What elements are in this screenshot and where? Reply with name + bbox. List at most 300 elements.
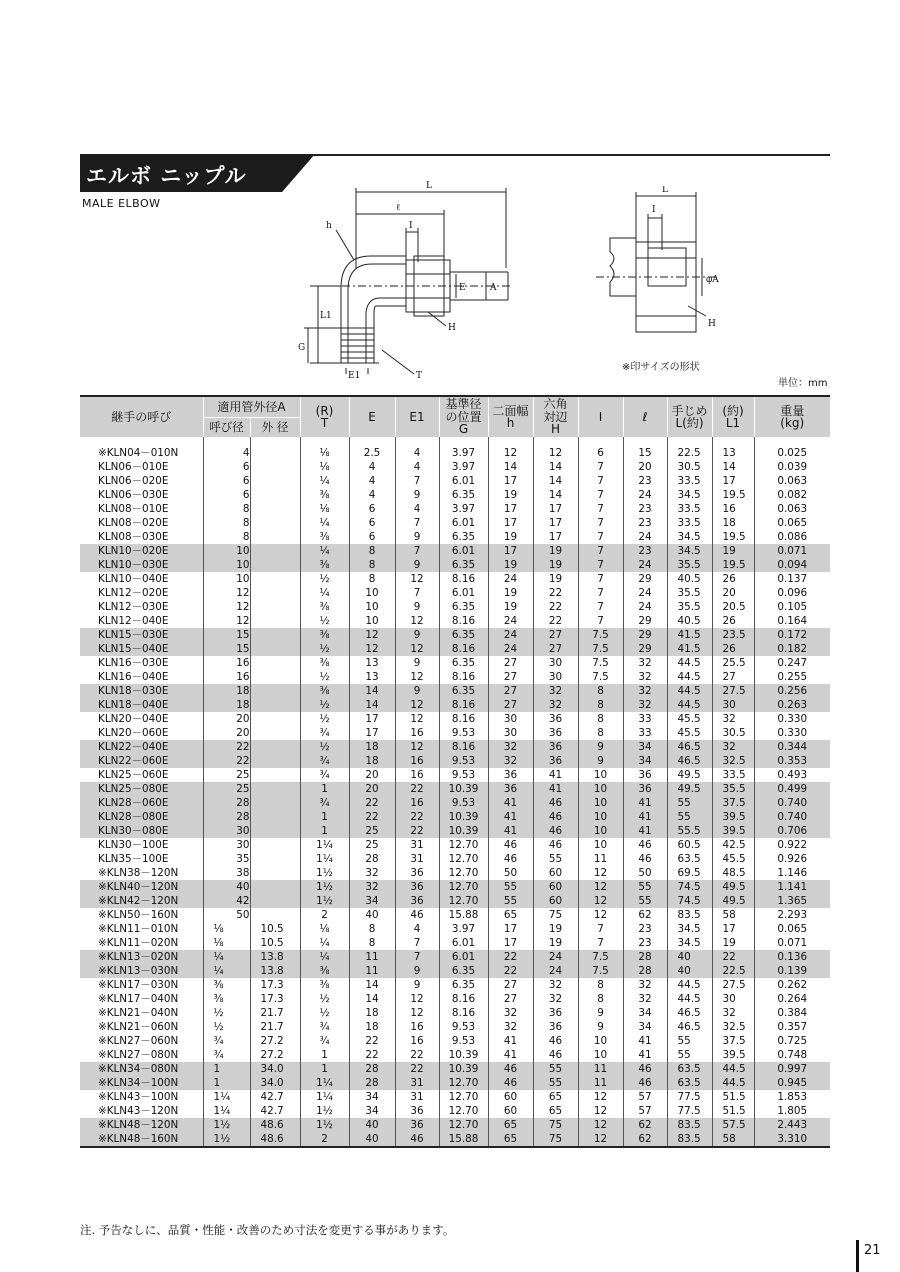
cell-value: [250, 908, 300, 922]
cell-value: 6: [203, 460, 250, 474]
cell-value: 42.7: [250, 1104, 300, 1118]
cell-value: 31: [395, 838, 439, 852]
cell-value: 60: [533, 880, 578, 894]
cell-value: 12.70: [439, 838, 488, 852]
col-header-i: I: [578, 396, 623, 437]
cell-value: ¾: [300, 768, 349, 782]
table-row: [80, 1062, 830, 1076]
cell-value: ⅜: [300, 530, 349, 544]
cell-value: 0.262: [754, 978, 830, 992]
cell-value: 65: [533, 1104, 578, 1118]
cell-value: 12.70: [439, 1104, 488, 1118]
cell-value: 62: [623, 1132, 667, 1147]
cell-value: 0.725: [754, 1034, 830, 1048]
cell-value: 40: [203, 880, 250, 894]
cell-value: 14: [533, 474, 578, 488]
cell-value: 27.5: [712, 978, 754, 992]
cell-value: 27: [488, 670, 533, 684]
cell-value: 83.5: [667, 1132, 712, 1147]
cell-value: 57.5: [712, 1118, 754, 1132]
cell-value: 46: [623, 852, 667, 866]
cell-value: 60: [488, 1090, 533, 1104]
cell-value: 32: [623, 656, 667, 670]
cell-value: 40.5: [667, 572, 712, 586]
cell-part-name: ※KLN11－020N: [98, 936, 179, 949]
col-header-l: ℓ: [623, 396, 667, 437]
cell-value: ½: [300, 712, 349, 726]
nut-dim-phiA-label: φA: [706, 275, 719, 285]
cell-value: 55: [667, 796, 712, 810]
cell-value: [250, 866, 300, 880]
cell-value: 24: [488, 614, 533, 628]
col-header-name: 継手の呼び: [80, 396, 203, 437]
cell-value: 3.310: [754, 1132, 830, 1147]
cell-value: 16: [712, 502, 754, 516]
cell-value: 40: [667, 964, 712, 978]
cell-value: 36: [395, 894, 439, 908]
cell-value: [250, 684, 300, 698]
cell-value: 69.5: [667, 866, 712, 880]
cell-value: 22: [533, 600, 578, 614]
cell-value: 40: [349, 1118, 395, 1132]
table-row: [80, 712, 830, 726]
dim-E1-label: E1: [348, 371, 361, 378]
cell-part-name: ※KLN13－030N: [80, 964, 203, 978]
cell-value: 2.293: [754, 908, 830, 922]
cell-value: 32: [623, 670, 667, 684]
cell-value: 0.139: [754, 964, 830, 978]
cell-value: ¼: [203, 950, 250, 964]
table-row: [80, 964, 830, 978]
cell-part-name: ※KLN43－120N: [98, 1104, 179, 1117]
cell-value: ⅜: [203, 978, 250, 992]
cell-value: 12.70: [439, 1090, 488, 1104]
cell-value: 0.740: [754, 810, 830, 824]
table-row: [80, 740, 830, 754]
cell-value: 12: [578, 880, 623, 894]
cell-value: 77.5: [667, 1090, 712, 1104]
cell-value: 41: [488, 810, 533, 824]
cell-value: 7: [578, 558, 623, 572]
table-row: [80, 796, 830, 810]
cell-value: 17.3: [250, 978, 300, 992]
cell-value: 55: [533, 852, 578, 866]
cell-value: 63.5: [667, 1076, 712, 1090]
cell-value: 34: [349, 894, 395, 908]
cell-value: 8: [349, 558, 395, 572]
cell-value: 35.5: [667, 586, 712, 600]
cell-value: 17: [488, 936, 533, 950]
table-row: [80, 1076, 830, 1090]
cell-value: 12: [578, 908, 623, 922]
cell-value: 0.065: [754, 516, 830, 530]
cell-value: 1: [300, 824, 349, 838]
cell-value: 44.5: [667, 698, 712, 712]
cell-value: 9: [395, 558, 439, 572]
cell-value: [250, 880, 300, 894]
cell-value: 6.01: [439, 936, 488, 950]
cell-value: 16: [395, 754, 439, 768]
cell-value: 19: [533, 922, 578, 936]
cell-value: 83.5: [667, 1118, 712, 1132]
table-row: [80, 1118, 830, 1132]
cell-value: 1¼: [203, 1104, 250, 1118]
table-row: [80, 768, 830, 782]
cell-value: 41: [623, 1034, 667, 1048]
cell-value: 24: [623, 586, 667, 600]
cell-value: 10: [578, 1034, 623, 1048]
cell-value: 0.255: [754, 670, 830, 684]
cell-value: 41: [488, 1048, 533, 1062]
cell-value: 22: [395, 810, 439, 824]
table-row: [80, 754, 830, 768]
cell-value: [250, 754, 300, 768]
table-row: [80, 1048, 830, 1062]
cell-value: 0.384: [754, 1006, 830, 1020]
cell-value: 75: [533, 1132, 578, 1147]
dim-H-label: H: [448, 323, 456, 333]
cell-value: 1.141: [754, 880, 830, 894]
cell-value: 55: [667, 1034, 712, 1048]
cell-value: 7: [578, 544, 623, 558]
cell-value: 7: [395, 544, 439, 558]
cell-value: 0.105: [754, 600, 830, 614]
cell-value: [250, 656, 300, 670]
cell-value: 55: [667, 810, 712, 824]
cell-value: 13: [712, 446, 754, 460]
cell-value: 17: [488, 922, 533, 936]
cell-value: 26: [712, 614, 754, 628]
cell-value: 0.264: [754, 992, 830, 1006]
cell-value: 12: [395, 740, 439, 754]
cell-value: 32: [488, 1020, 533, 1034]
cell-value: 6: [349, 530, 395, 544]
cell-value: ⅜: [300, 964, 349, 978]
cell-value: 58: [712, 1132, 754, 1147]
cell-value: ¾: [203, 1034, 250, 1048]
cell-value: 22: [349, 1048, 395, 1062]
cell-value: 55: [488, 880, 533, 894]
cell-value: 22: [203, 740, 250, 754]
cell-value: 65: [488, 1118, 533, 1132]
footnote: 注. 予告なしに、品質・性能・改善のため寸法を変更する事があります。: [80, 1223, 455, 1237]
cell-value: ¼: [300, 544, 349, 558]
table-row: [80, 544, 830, 558]
cell-value: 4: [349, 460, 395, 474]
cell-value: 41: [623, 824, 667, 838]
cell-value: 9.53: [439, 768, 488, 782]
cell-value: 55: [488, 894, 533, 908]
cell-value: 32: [623, 698, 667, 712]
cell-value: [250, 852, 300, 866]
cell-value: 9: [395, 628, 439, 642]
cell-value: ⅛: [300, 460, 349, 474]
cell-value: 4: [395, 446, 439, 460]
cell-value: 6.01: [439, 950, 488, 964]
cell-value: 40: [349, 908, 395, 922]
cell-value: 17.3: [250, 992, 300, 1006]
cell-value: 14: [533, 460, 578, 474]
cell-value: 46: [488, 1076, 533, 1090]
cell-value: ⅛: [300, 502, 349, 516]
cell-value: 44.5: [712, 1062, 754, 1076]
cell-value: 12: [203, 614, 250, 628]
cell-value: 19: [533, 936, 578, 950]
cell-value: 42.7: [250, 1090, 300, 1104]
cell-value: 19: [488, 488, 533, 502]
cell-value: [250, 642, 300, 656]
table-row: [80, 950, 830, 964]
cell-value: 3.97: [439, 460, 488, 474]
cell-value: 20: [623, 460, 667, 474]
cell-value: 12.70: [439, 880, 488, 894]
cell-part-name: KLN08－010E: [98, 502, 169, 515]
cell-value: 12: [395, 698, 439, 712]
cell-value: 9: [578, 1006, 623, 1020]
cell-value: ⅜: [300, 488, 349, 502]
cell-value: 6.01: [439, 544, 488, 558]
cell-value: 55: [623, 894, 667, 908]
cell-value: 1¼: [300, 838, 349, 852]
cell-value: 1.146: [754, 866, 830, 880]
cell-value: [250, 838, 300, 852]
cell-value: 0.164: [754, 614, 830, 628]
cell-value: 1½: [300, 894, 349, 908]
cell-value: 9.53: [439, 796, 488, 810]
cell-value: 34.0: [250, 1062, 300, 1076]
cell-value: 18: [203, 684, 250, 698]
cell-value: ¼: [300, 936, 349, 950]
table-row: [80, 1020, 830, 1034]
cell-value: 36: [533, 754, 578, 768]
cell-value: 13: [349, 670, 395, 684]
cell-value: 44.5: [667, 656, 712, 670]
cell-value: 22: [712, 950, 754, 964]
cell-value: 31: [395, 1076, 439, 1090]
cell-value: 32: [533, 698, 578, 712]
cell-value: 36: [533, 726, 578, 740]
cell-value: ¾: [203, 1048, 250, 1062]
cell-value: 27.2: [250, 1048, 300, 1062]
dim-h-label: h: [326, 221, 332, 231]
table-spacer-row: [80, 437, 830, 446]
cell-value: ⅜: [300, 656, 349, 670]
cell-value: 37.5: [712, 796, 754, 810]
cell-value: 49.5: [667, 768, 712, 782]
col-header-lj: 手じめ L(約): [667, 396, 712, 437]
cell-value: 25: [203, 768, 250, 782]
cell-value: 2: [300, 908, 349, 922]
cell-value: 40: [349, 1132, 395, 1147]
cell-value: 4: [203, 446, 250, 460]
cell-value: 8: [349, 572, 395, 586]
cell-value: 12: [578, 1104, 623, 1118]
cell-value: 34: [623, 754, 667, 768]
cell-value: 16: [203, 670, 250, 684]
table-row: [80, 922, 830, 936]
cell-value: 34: [623, 1006, 667, 1020]
cell-value: 27.5: [712, 684, 754, 698]
cell-value: 63.5: [667, 1062, 712, 1076]
cell-value: 16: [395, 1020, 439, 1034]
cell-value: 12: [395, 670, 439, 684]
table-row: [80, 824, 830, 838]
cell-part-name: KLN06－010E: [98, 460, 169, 473]
cell-part-name: KLN28－080E: [80, 810, 203, 824]
cell-value: 12: [578, 1132, 623, 1147]
cell-value: ½: [300, 698, 349, 712]
cell-value: 9.53: [439, 726, 488, 740]
cell-value: 12: [578, 894, 623, 908]
cell-value: 7: [578, 586, 623, 600]
cell-value: 33.5: [667, 474, 712, 488]
cell-value: 0.330: [754, 712, 830, 726]
cell-value: 33.5: [667, 516, 712, 530]
cell-value: 0.063: [754, 502, 830, 516]
table-row: [80, 894, 830, 908]
cell-value: ¼: [300, 950, 349, 964]
table-row: [80, 670, 830, 684]
cell-value: 25.5: [712, 656, 754, 670]
cell-value: 20: [712, 586, 754, 600]
table-row: [80, 600, 830, 614]
cell-value: 32: [488, 754, 533, 768]
cell-value: 10.39: [439, 1062, 488, 1076]
cell-value: 50: [488, 866, 533, 880]
cell-value: 18: [712, 516, 754, 530]
cell-value: 0.063: [754, 474, 830, 488]
cell-value: 11: [349, 950, 395, 964]
cell-value: 12.70: [439, 852, 488, 866]
cell-value: 75: [533, 908, 578, 922]
cell-value: 10: [203, 544, 250, 558]
cell-value: 9.53: [439, 754, 488, 768]
cell-value: 32.5: [712, 1020, 754, 1034]
cell-value: 10: [578, 824, 623, 838]
cell-value: ⅜: [300, 684, 349, 698]
cell-value: 17: [533, 516, 578, 530]
cell-value: 8: [349, 544, 395, 558]
cell-value: 17: [712, 474, 754, 488]
cell-value: 30: [488, 726, 533, 740]
cell-value: 34.5: [667, 488, 712, 502]
cell-value: 0.330: [754, 726, 830, 740]
cell-value: 12: [203, 600, 250, 614]
cell-value: 38: [203, 866, 250, 880]
page-number: 21: [864, 1243, 881, 1258]
cell-value: 24: [623, 558, 667, 572]
cell-value: 0.499: [754, 782, 830, 796]
table-row: [80, 698, 830, 712]
cell-value: 8.16: [439, 642, 488, 656]
cell-value: ⅜: [300, 600, 349, 614]
cell-value: 29: [623, 642, 667, 656]
cell-value: 41: [623, 1048, 667, 1062]
cell-value: 10: [349, 614, 395, 628]
cell-part-name: KLN18－030E: [80, 684, 203, 698]
cell-value: 11: [578, 852, 623, 866]
cell-value: 30: [712, 992, 754, 1006]
dim-L-label: L: [426, 181, 432, 191]
cell-part-name: ※KLN13－020N: [80, 950, 203, 964]
cell-value: 39.5: [712, 810, 754, 824]
cell-value: 25: [349, 838, 395, 852]
cell-value: 49.5: [667, 782, 712, 796]
table-row: [80, 866, 830, 880]
cell-value: [250, 446, 300, 460]
cell-value: 8: [578, 978, 623, 992]
cell-value: 7: [395, 516, 439, 530]
cell-part-name: KLN12－020E: [98, 586, 169, 599]
cell-value: 41.5: [667, 642, 712, 656]
cell-value: 16: [203, 656, 250, 670]
cell-part-name: KLN30－080E: [80, 824, 203, 838]
cell-value: [250, 670, 300, 684]
cell-value: 24: [488, 628, 533, 642]
cell-value: 0.065: [754, 922, 830, 936]
cell-value: 34: [349, 1090, 395, 1104]
cell-value: 0.182: [754, 642, 830, 656]
cell-value: 1½: [300, 1104, 349, 1118]
table-row: [80, 908, 830, 922]
cell-value: 23.5: [712, 628, 754, 642]
cell-value: 24: [488, 572, 533, 586]
cell-value: 0.247: [754, 656, 830, 670]
cell-value: 32: [349, 880, 395, 894]
table-row: [80, 880, 830, 894]
cell-value: 46: [533, 838, 578, 852]
cell-value: 13.8: [250, 964, 300, 978]
cell-value: 19: [533, 558, 578, 572]
table-row: [80, 782, 830, 796]
cell-value: 2.5: [349, 446, 395, 460]
cell-value: 6.35: [439, 656, 488, 670]
cell-value: 12: [203, 586, 250, 600]
cell-value: 29: [623, 614, 667, 628]
cell-value: 1½: [300, 1118, 349, 1132]
cell-value: 35.5: [667, 558, 712, 572]
cell-value: 6.01: [439, 586, 488, 600]
table-row: [80, 572, 830, 586]
cell-value: 0.748: [754, 1048, 830, 1062]
cell-value: 55: [623, 880, 667, 894]
cell-value: 30: [488, 712, 533, 726]
cell-value: 55: [533, 1076, 578, 1090]
cell-part-name: KLN08－020E: [98, 516, 169, 529]
cell-value: 4: [395, 922, 439, 936]
cell-value: 9: [395, 530, 439, 544]
cell-value: 28: [623, 950, 667, 964]
cell-value: 27: [488, 656, 533, 670]
cell-value: 9: [395, 600, 439, 614]
cell-value: 24: [623, 600, 667, 614]
cell-value: 36: [395, 880, 439, 894]
cell-value: 7: [578, 936, 623, 950]
cell-value: 30.5: [712, 726, 754, 740]
cell-value: 41: [533, 782, 578, 796]
page-title: エルボ ニップル: [86, 164, 247, 188]
page-number-bar: [856, 1240, 859, 1272]
cell-part-name: KLN15－040E: [80, 642, 203, 656]
cell-value: 30: [712, 698, 754, 712]
cell-value: 27: [488, 684, 533, 698]
cell-value: 7: [395, 936, 439, 950]
cell-value: 8: [578, 726, 623, 740]
cell-value: 14: [349, 978, 395, 992]
cell-value: 12: [395, 1006, 439, 1020]
col-header-tube-od: 適用管外径A: [203, 396, 300, 418]
cell-value: 46: [395, 1132, 439, 1147]
